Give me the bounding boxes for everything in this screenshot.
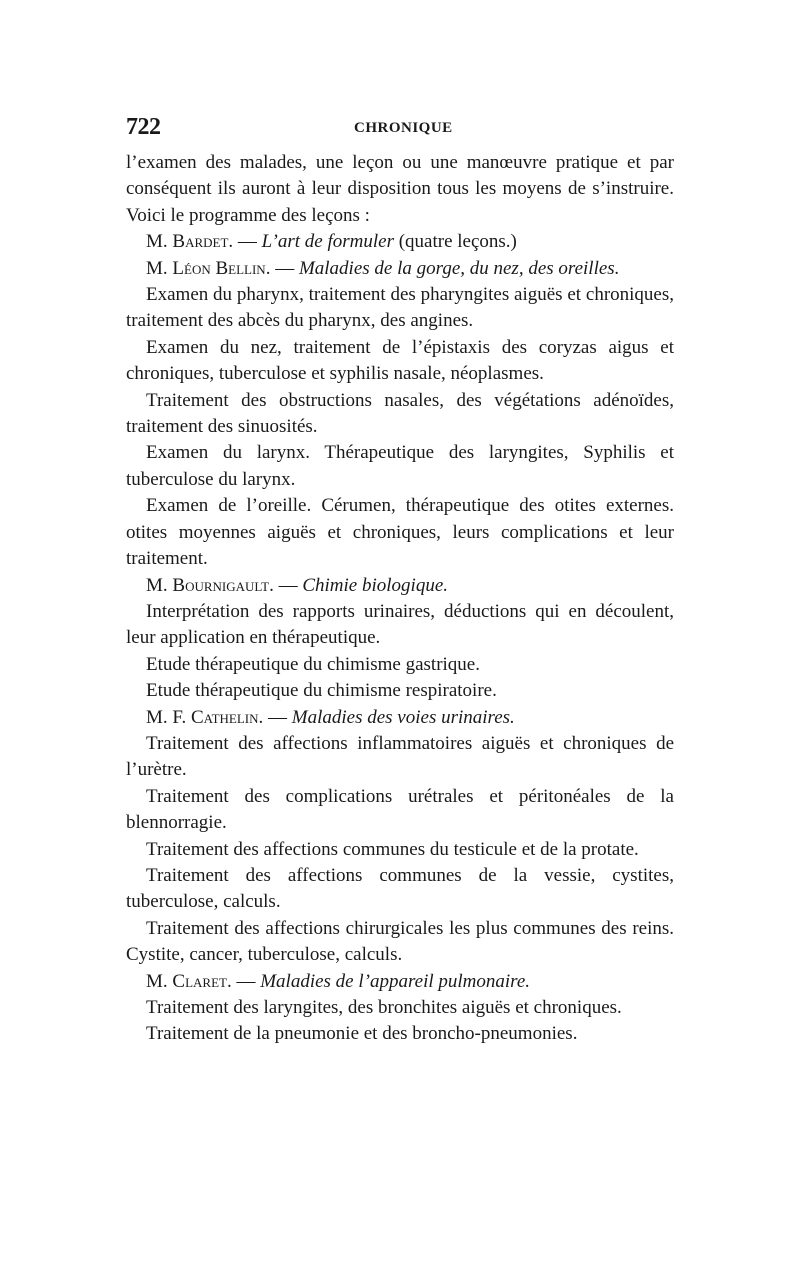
lecture-subject: Maladies des voies urinaires. xyxy=(291,706,515,728)
paragraph: Examen du nez, traitement de l’épistaxis des coryzas aigus et chroniques, tuberculose et syphilis nasale, néoplasmes. xyxy=(126,336,674,385)
paragraph: Traitement des affections communes de la vessie, cystites, tuberculose, calculs. xyxy=(126,864,674,913)
lecturer-heading-bellin xyxy=(126,256,674,282)
lecturer-name: Cathelin. xyxy=(190,706,264,728)
lecturer-title: M. xyxy=(146,574,168,596)
lecturer-title: M. xyxy=(146,970,168,992)
lecturer-name: Bournigault. xyxy=(172,574,274,596)
running-title: CHRONIQUE xyxy=(354,120,453,136)
paragraph: Examen de l’oreille. Cérumen, thérapeutique des otites externes. otites moyennes aiguës et chroniques, leurs complications et leur traitement. xyxy=(126,495,674,570)
page-number: 722 xyxy=(126,114,161,140)
heading-dash: — xyxy=(237,231,257,253)
paragraph: Examen du larynx. Thérapeutique des laryngites, Syphilis et tuberculose du larynx. xyxy=(126,442,674,490)
paragraph: Traitement des affections inflammatoires aiguës et chroniques de l’urètre. xyxy=(126,732,674,781)
lecturer-heading-cathelin xyxy=(126,705,674,731)
lecture-subject: Maladies de la gorge, du nez, des oreilles. xyxy=(298,257,620,279)
paragraph: Traitement des affections communes du testicule et de la protate. xyxy=(146,838,639,860)
lecturer-title: M. F. xyxy=(146,706,187,728)
lecturer-heading-claret xyxy=(126,969,674,995)
body-text xyxy=(126,150,674,1048)
intro-paragraph: l’examen des malades, une leçon ou une manœuvre pratique et par conséquent ils auront à leur disposition tous les moyens de s’instruire. Voici le programme des leçons : xyxy=(126,152,674,226)
paragraph: Traitement des complications urétrales et péritonéales de la blennorragie. xyxy=(126,785,674,834)
lecture-note: (quatre leçons.) xyxy=(398,231,517,253)
paragraph: Etude thérapeutique du chimisme respiratoire. xyxy=(146,680,497,702)
paragraph: Etude thérapeutique du chimisme gastrique. xyxy=(146,653,480,675)
heading-dash: — xyxy=(275,257,295,279)
lecturer-name: Claret. xyxy=(172,970,232,992)
paragraph: Traitement de la pneumonie et des broncho-pneumonies. xyxy=(146,1023,578,1045)
paragraph: Traitement des laryngites, des bronchites aiguës et chroniques. xyxy=(146,997,622,1018)
lecturer-heading-bardet xyxy=(126,229,674,255)
lecturer-name: Léon Bellin. xyxy=(172,257,271,279)
paragraph: Traitement des obstructions nasales, des végétations adénoïdes, traitement des sinuosités. xyxy=(126,389,674,438)
lecture-subject: Maladies de l’appareil pulmonaire. xyxy=(260,970,531,992)
lecturer-title: M. xyxy=(146,257,168,279)
lecturer-heading-bournigault xyxy=(126,573,674,599)
paragraph: Traitement des affections chirurgicales les plus communes des reins. Cystite, cancer, tuberculose, calculs. xyxy=(126,917,674,966)
paragraph: Examen du pharynx, traitement des pharyngites aiguës et chroniques, traitement des abcès du pharynx, des angines. xyxy=(126,284,674,332)
page-header xyxy=(126,114,674,144)
heading-dash: — xyxy=(278,574,298,596)
lecture-subject: Chimie biologique. xyxy=(302,574,449,596)
heading-dash: — xyxy=(268,706,288,728)
lecturer-name: Bardet. xyxy=(172,231,234,253)
paragraph: Interprétation des rapports urinaires, déductions qui en découlent, leur application en thérapeutique. xyxy=(126,600,674,649)
heading-dash: — xyxy=(236,970,256,992)
lecture-subject: L’art de formuler xyxy=(261,231,394,253)
lecturer-title: M. xyxy=(146,231,168,253)
